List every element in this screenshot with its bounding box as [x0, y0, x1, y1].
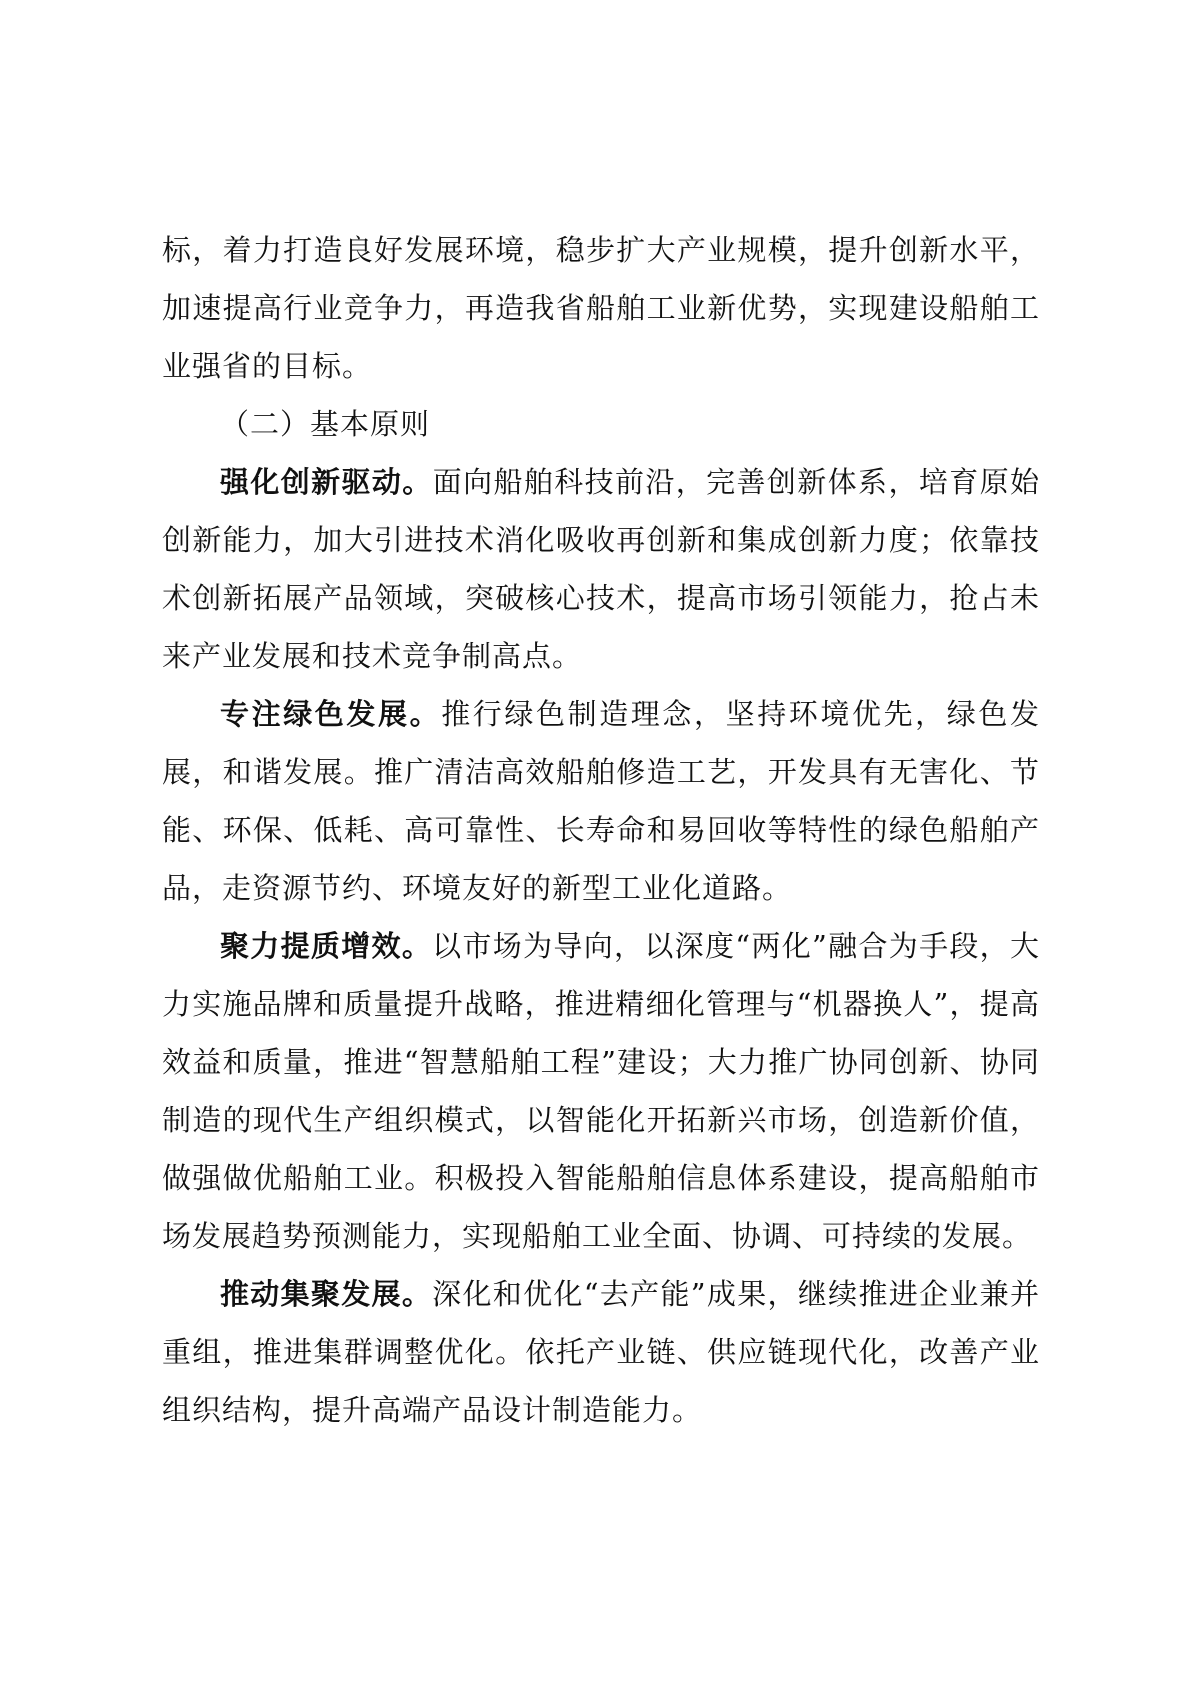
principle-body-cluster: 深化和优化“去产能”成果，继续推进企业兼并重组，推进集群调整优化。依托产业链、供应链现代化，改善产业组织结构，提升高端产品设计制造能力。: [162, 1277, 1040, 1427]
document-body: [162, 221, 1040, 1439]
principle-paragraph-cluster: [162, 1265, 1040, 1439]
principle-title-quality: 聚力提质增效。: [220, 929, 433, 963]
principle-title-green: 专注绿色发展。: [220, 697, 442, 731]
intro-paragraph: 标，着力打造良好发展环境，稳步扩大产业规模，提升创新水平，加速提高行业竞争力，再造我省船舶工业新优势，实现建设船舶工业强省的目标。: [162, 233, 1040, 383]
principle-body-innovation: 面向船舶科技前沿，完善创新体系，培育原始创新能力，加大引进技术消化吸收再创新和集成创新力度；依靠技术创新拓展产品领域，突破核心技术，提高市场引领能力，抢占未来产业发展和技术竞争制高点。: [162, 465, 1040, 673]
principle-paragraph-quality: [162, 917, 1040, 1265]
principle-paragraph-green: [162, 685, 1040, 917]
principle-body-green: 推行绿色制造理念，坚持环境优先，绿色发展，和谐发展。推广清洁高效船舶修造工艺，开发具有无害化、节能、环保、低耗、高可靠性、长寿命和易回收等特性的绿色船舶产品，走资源节约、环境友好的新型工业化道路。: [162, 697, 1040, 905]
principle-body-quality: 以市场为导向，以深度“两化”融合为手段，大力实施品牌和质量提升战略，推进精细化管理与“机器换人”，提高效益和质量，推进“智慧船舶工程”建设；大力推广协同创新、协同制造的现代生产组织模式，以智能化开拓新兴市场，创造新价值，做强做优船舶工业。积极投入智能船舶信息体系建设，提高船舶市场发展趋势预测能力，实现船舶工业全面、协调、可持续的发展。: [162, 929, 1040, 1253]
principle-title-innovation: 强化创新驱动。: [220, 465, 433, 499]
principle-paragraph-innovation: [162, 453, 1040, 685]
principle-title-cluster: 推动集聚发展。: [220, 1277, 433, 1311]
section-heading: （二）基本原则: [220, 407, 431, 441]
